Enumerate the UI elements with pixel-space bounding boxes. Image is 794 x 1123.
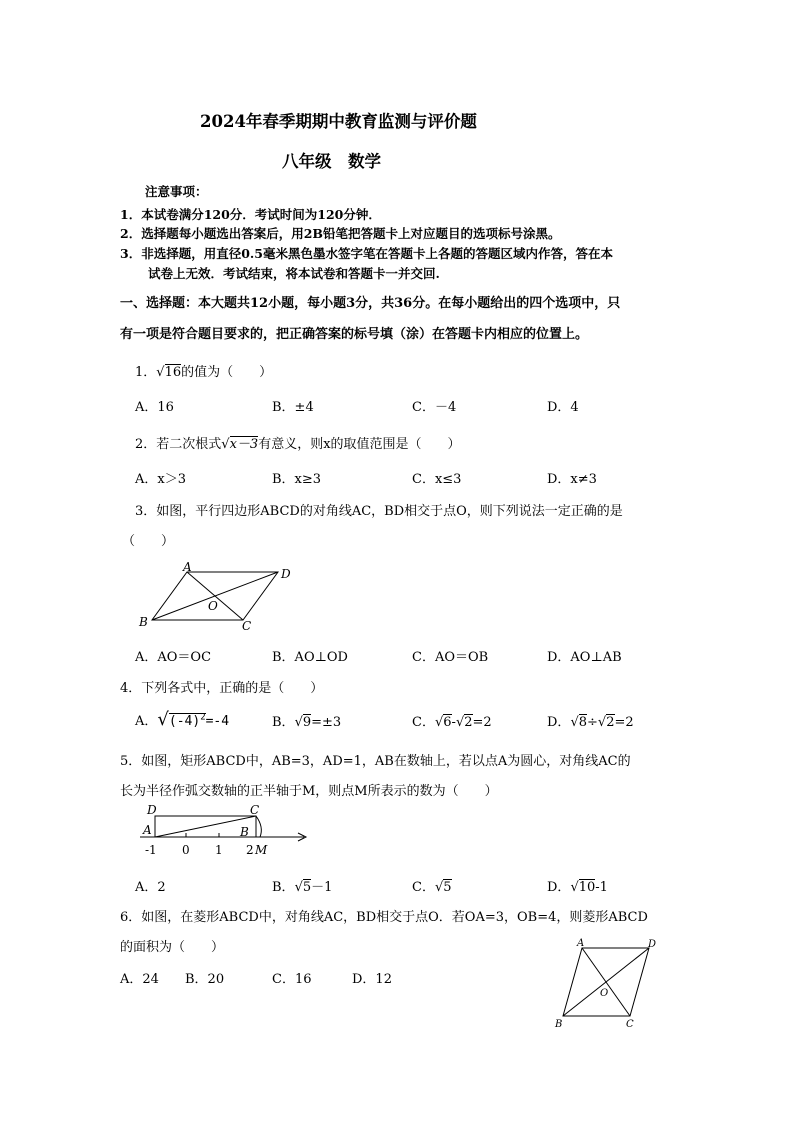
q5-option-c[interactable]	[412, 876, 452, 895]
sqrt-8	[570, 715, 587, 730]
arc	[256, 816, 261, 837]
q6-option-c[interactable]: C．16	[272, 972, 312, 987]
q5-option-a[interactable]: A．2	[135, 880, 166, 895]
radicand: 16	[164, 365, 182, 380]
option-label: C．	[412, 715, 435, 730]
notice-item-3-cont: 试卷上无效．考试结束，将本试卷和答题卡一并交回.	[148, 266, 440, 281]
q5-option-d[interactable]	[547, 876, 608, 895]
tick-label-2: 2	[246, 843, 254, 857]
q1-option-b[interactable]: B．±4	[272, 400, 314, 415]
label-o: O	[208, 599, 218, 613]
option-label: D．	[547, 715, 571, 730]
tick-label-1: 1	[215, 843, 223, 857]
radicand: 2	[606, 715, 615, 730]
option-rest: =±3	[311, 715, 342, 730]
q6-option-b[interactable]: B．20	[185, 972, 225, 987]
label-d: D	[648, 939, 657, 950]
q3-option-b[interactable]: B．AO⊥OD	[272, 650, 348, 665]
option-label: A．	[135, 714, 158, 729]
radicand: 2	[464, 715, 473, 730]
section-1-line-1: 一、选择题：本大题共12小题，每小题3分，共36分。在每小题给出的四个选项中，只	[120, 296, 621, 311]
option-label: D．	[547, 880, 571, 895]
option-label: B．	[272, 715, 295, 730]
radical-sign-icon: √	[294, 880, 303, 895]
question-2-tail: 有意义，则x的取值范围是（ ）	[258, 437, 461, 452]
label-c: C	[250, 803, 260, 817]
radicand: 5	[443, 880, 452, 895]
exponent: 2	[200, 712, 206, 723]
radical-sign-icon: √	[597, 715, 607, 730]
q4-option-c[interactable]	[412, 711, 492, 730]
q1-option-d[interactable]: D．4	[547, 400, 579, 415]
label-b: B	[139, 615, 148, 629]
notice-item-2: 2．选择题每小题选出答案后，用2B铅笔把答题卡上对应题目的选项标号涂黑。	[120, 226, 561, 241]
operator: -	[451, 715, 456, 730]
label-m: M	[255, 843, 268, 857]
sqrt-neg4-squared	[157, 709, 205, 730]
question-5-line-1: 5．如图，矩形ABCD中，AB=3，AD=1，AB在数轴上，若以点A为圆心，对角线AC的	[120, 754, 631, 769]
radicand: 5	[302, 880, 312, 895]
sqrt-x-minus-3	[221, 433, 258, 452]
radical-sign-icon: √	[221, 437, 230, 452]
label-o: O	[600, 988, 609, 999]
q1-option-a[interactable]: A．16	[135, 400, 174, 415]
q3-option-c[interactable]: C．AO＝OB	[412, 650, 489, 665]
option-rest: －1	[311, 880, 333, 895]
sqrt-10	[570, 880, 595, 895]
operator: ÷	[587, 715, 598, 730]
q4-option-d[interactable]	[547, 711, 634, 730]
label-d: D	[281, 567, 291, 581]
sqrt-16	[156, 365, 181, 380]
question-4-stem: 4．下列各式中，正确的是（ ）	[120, 681, 324, 696]
question-3-line-2: （ ）	[122, 534, 175, 549]
radical-sign-icon: √	[157, 709, 169, 730]
diagonal-bd	[563, 948, 649, 1016]
q4-option-a[interactable]	[135, 709, 229, 730]
sqrt-2	[598, 715, 615, 730]
radicand: x－3	[229, 437, 259, 452]
q2-option-b[interactable]: B．x≥3	[272, 472, 322, 487]
question-6-line-1: 6．如图，在菱形ABCD中，对角线AC，BD相交于点O．若OA=3，OB=4，则菱形ABCD	[120, 910, 648, 925]
option-label: B．	[272, 880, 295, 895]
radical-sign-icon: √	[294, 715, 303, 730]
question-6-line-2: 的面积为（ ）	[120, 940, 225, 955]
radicand-base: (-4)	[168, 714, 201, 729]
sqrt-6	[435, 715, 452, 730]
label-c: C	[242, 619, 252, 633]
radical-sign-icon: √	[156, 365, 165, 380]
q4-option-b[interactable]	[272, 711, 341, 730]
q2-option-c[interactable]: C．x≤3	[412, 472, 462, 487]
number-line-figure	[136, 802, 316, 860]
sqrt-9	[295, 715, 312, 730]
question-1-number: 1．	[135, 365, 157, 380]
label-a: A	[183, 560, 192, 574]
label-d: D	[147, 803, 157, 817]
q2-option-a[interactable]: A．x＞3	[135, 472, 186, 487]
q2-option-d[interactable]: D．x≠3	[547, 472, 597, 487]
label-a: A	[143, 823, 152, 837]
section-1-line-2: 有一项是符合题目要求的，把正确答案的标号填（涂）在答题卡内相应的位置上。	[120, 327, 589, 342]
radicand: 10	[578, 880, 596, 895]
radical-sign-icon: √	[570, 880, 579, 895]
notice-item-3: 3．非选择题，用直径0.5毫米黑色墨水签字笔在答题卡上各题的答题区域内作答，答在本	[120, 246, 613, 261]
parallelogram-figure	[130, 558, 310, 636]
option-rest: =2	[614, 715, 634, 730]
q5-option-b[interactable]	[272, 876, 332, 895]
tick-label-neg1: -1	[145, 843, 157, 857]
radical-sign-icon: √	[434, 880, 444, 895]
sqrt-5	[295, 880, 312, 895]
tick-label-0: 0	[182, 843, 190, 857]
question-5-line-2: 长为半径作弧交数轴的正半轴于M，则点M所表示的数为（ ）	[120, 784, 498, 799]
label-b: B	[240, 825, 249, 839]
question-2-lead: 2．若二次根式	[135, 437, 222, 452]
sqrt-2	[456, 715, 473, 730]
question-1-stem	[135, 361, 272, 380]
q6-option-d[interactable]: D．12	[352, 972, 392, 987]
radicand: 9	[302, 715, 312, 730]
radical-sign-icon: √	[434, 715, 444, 730]
radicand: 8	[578, 715, 588, 730]
sqrt-5	[435, 880, 452, 895]
option-rest: -1	[595, 880, 608, 895]
rhombus-figure	[550, 936, 670, 1034]
label-a: A	[577, 938, 585, 949]
q3-option-d[interactable]: D．AO⊥AB	[547, 650, 622, 665]
notice-heading: 注意事项：	[145, 184, 208, 199]
radical-sign-icon: √	[570, 715, 579, 730]
exam-subtitle: 八年级 数学	[282, 152, 381, 171]
radicand: 6	[443, 715, 452, 730]
exam-title: 2024年春季期期中教育监测与评价题	[200, 112, 477, 131]
q1-option-c[interactable]: C．－4	[412, 400, 457, 415]
radicand	[169, 713, 206, 729]
q6-option-a[interactable]: A．24	[120, 972, 159, 987]
option-label: C．	[412, 880, 435, 895]
option-rest: =2	[472, 715, 492, 730]
question-3-line-1: 3．如图，平行四边形ABCD的对角线AC，BD相交于点O，则下列说法一定正确的是	[135, 504, 623, 519]
label-c: C	[626, 1019, 634, 1030]
q3-option-a[interactable]: A．AO＝OC	[135, 650, 212, 665]
notice-item-1: 1．本试卷满分120分．考试时间为120分钟．	[120, 207, 381, 222]
radical-sign-icon: √	[455, 715, 465, 730]
question-1-tail: 的值为（ ）	[181, 365, 273, 380]
label-b: B	[555, 1019, 563, 1030]
question-2-stem	[135, 433, 461, 452]
option-rest: =-4	[205, 714, 230, 729]
